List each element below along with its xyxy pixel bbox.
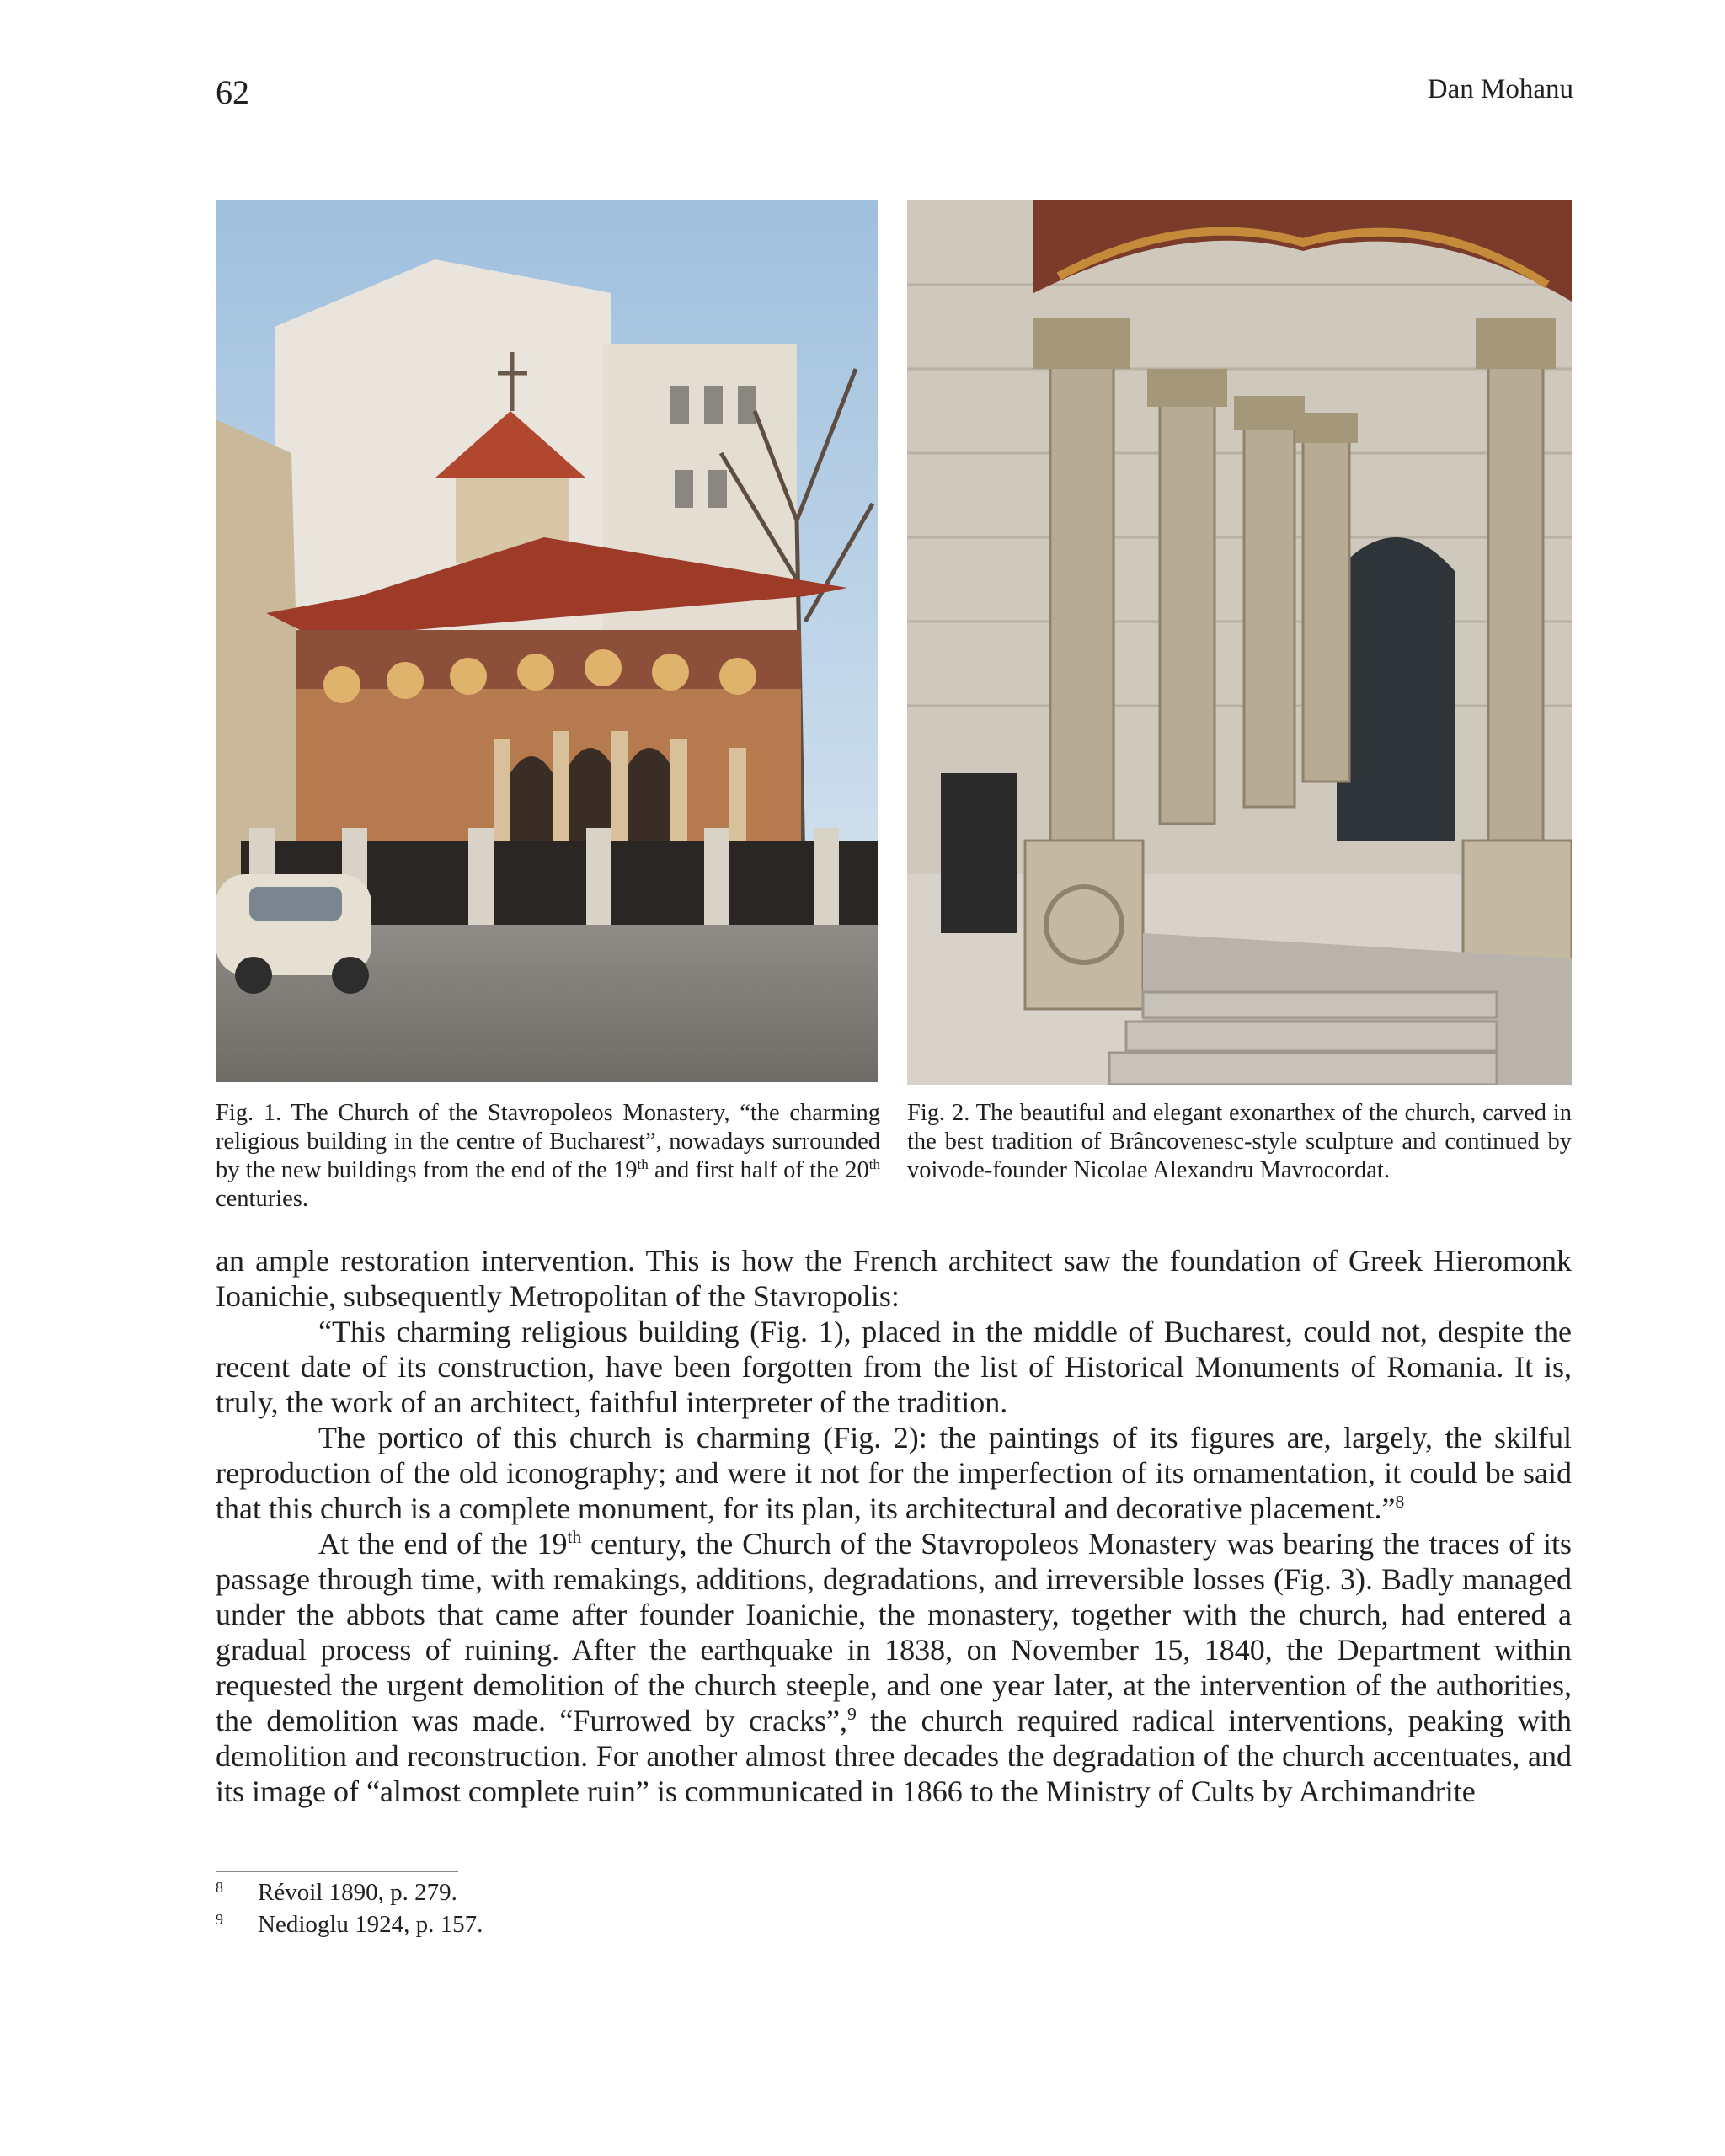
footnote-text: Révoil 1890, p. 279. [258, 1879, 457, 1906]
page-number: 62 [216, 73, 249, 111]
body-text [216, 1243, 1572, 1809]
figure-2-photo [907, 200, 1572, 1085]
footnote-number: 8 [216, 1879, 223, 1896]
figure-1-caption: Fig. 1. The Church of the Stavropoleos Monastery, “the charming religious building in the centre of Bucharest”, nowadays surrounded by the new buildings from the end of the 19th and first half of the 20th centuries. [216, 1100, 880, 1212]
figure-2-caption: Fig. 2. The beautiful and elegant exonarthex of the church, carved in the best tradition of Brâncovenesc-style sculpture and continued by voivode-founder Nicolae Alexandru Mavrocordat. [907, 1100, 1572, 1183]
footnote [216, 1908, 483, 1940]
footnotes [216, 1876, 483, 1940]
body-paragraph: At the end of the 19th century, the Church of the Stavropoleos Monastery was bearing the traces of its passage through time, with remakings, additions, degradations, and irreversible losses (Fig. 3). Badly managed under the abbots that came after founder Ioanichie, the monastery, together with the church, had entered a gradual process of ruining. After the earthquake in 1838, on November 15, 1840, the Department within requested the urgent demolition of the church steeple, and one year later, at the intervention of the authorities, the demolition was made. “Furrowed by cracks”,$^9$ the church required radical interventions, peaking with demolition and reconstruction. For another almost three decades the degradation of the church accentuates, and its image of “almost complete ruin” is communicated in 1866 to the Ministry of Cults by Archimandrite [216, 1527, 1572, 1808]
body-paragraph: The portico of this church is charming (Fig. 2): the paintings of its figures are, largely, the skilful reproduction of the old iconography; and were it not for the imperfection of its ornamentation, it could be said that this church is a complete monument, for its plan, its architectural and decorative placement.”$^8$ [216, 1421, 1572, 1525]
running-head-author: Dan Mohanu [1427, 74, 1573, 104]
figure-1-photo [216, 200, 878, 1082]
body-paragraph: an ample restoration intervention. This is how the French architect saw the foundation of Greek Hieromonk Ioanichie, subsequently Metropolitan of the Stavropolis: [216, 1244, 1572, 1313]
footnote-number: 9 [216, 1911, 223, 1928]
body-paragraph: “This charming religious building (Fig. 1), placed in the middle of Bucharest, could not, despite the recent date of its construction, have been forgotten from the list of Historical Monuments of Romania. It is, truly, the work of an architect, faithful interpreter of the tradition. [216, 1315, 1572, 1419]
footnote-text: Nedioglu 1924, p. 157. [258, 1911, 483, 1938]
